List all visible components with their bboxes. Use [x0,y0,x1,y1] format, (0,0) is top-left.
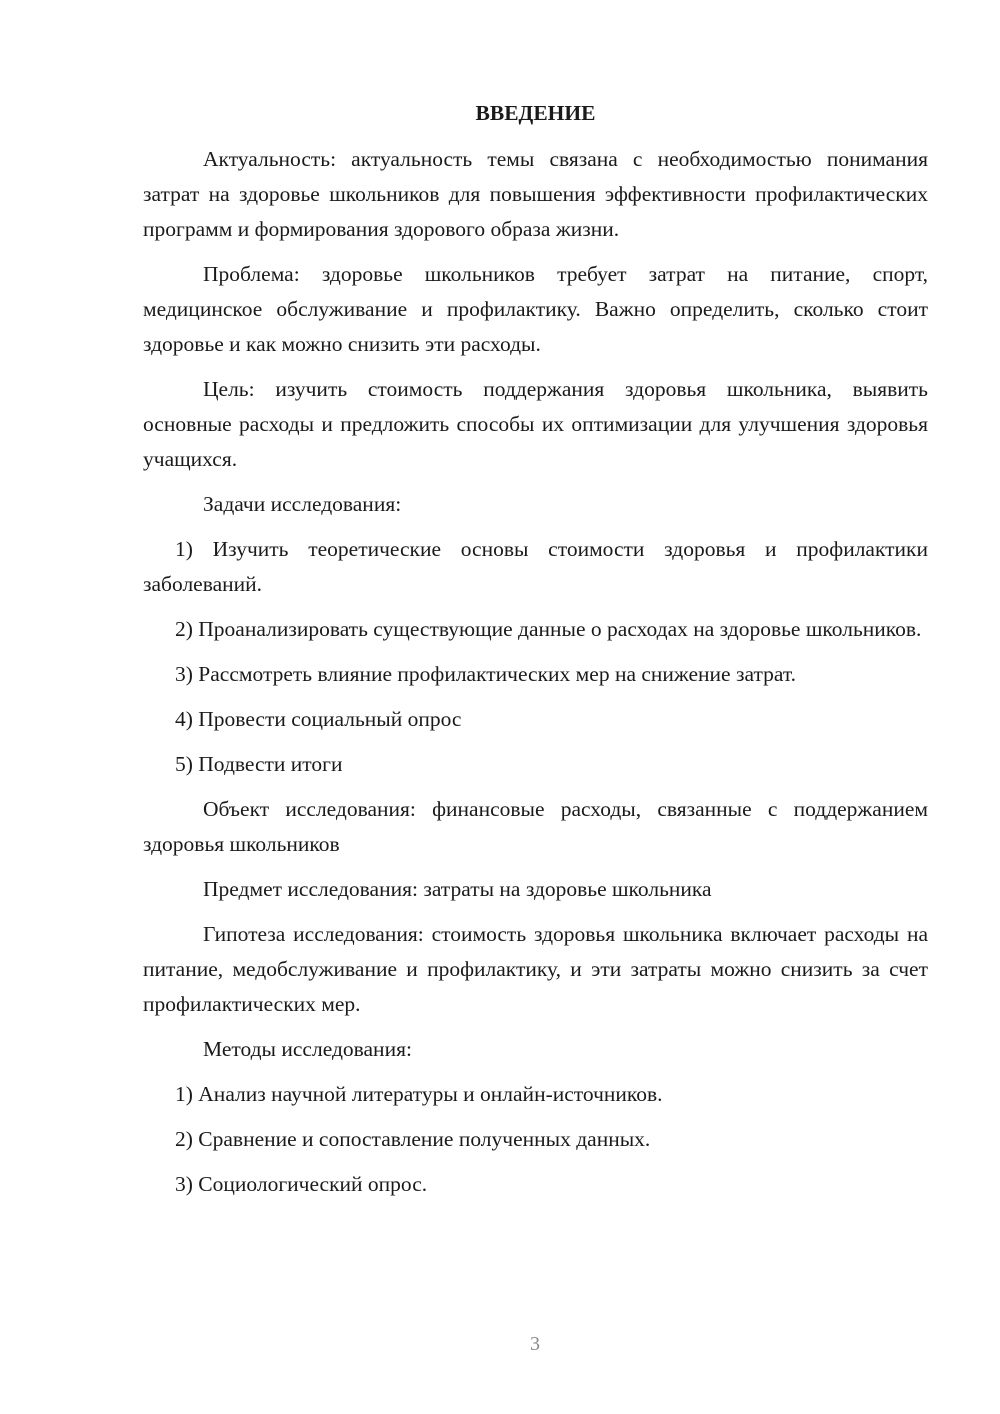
methods-heading: Методы исследования: [203,1037,412,1061]
section-title: ВВЕДЕНИЕ [475,101,596,125]
subject-paragraph: Предмет исследования: затраты на здоровье школьника [203,877,712,901]
task-item: 2) Проанализировать существующие данные о расходах на здоровье школьников. [175,617,922,641]
page-number: 3 [530,1333,540,1355]
method-item: 2) Сравнение и сопоставление полученных данных. [175,1127,651,1151]
task-item: 3) Рассмотреть влияние профилактических мер на снижение затрат. [175,662,797,686]
object-paragraph: Объект исследования: финансовые расходы, связанные с поддержанием здоровья школьников [143,797,928,856]
problem-paragraph: Проблема: здоровье школьников требует затрат на питание, спорт, медицинское обслуживание и профилактику. Важно определить, сколько стоит здоровье и как можно снизить эти расходы. [143,262,928,356]
task-item: 4) Провести социальный опрос [175,707,462,731]
goal-paragraph: Цель: изучить стоимость поддержания здоровья школьника, выявить основные расходы и предложить способы их оптимизации для улучшения здоровья учащихся. [143,377,928,471]
hypothesis-paragraph: Гипотеза исследования: стоимость здоровья школьника включает расходы на питание, медобслуживание и профилактику, и эти затраты можно снизить за счет профилактических мер. [143,922,928,1016]
document-page [143,96,928,1212]
tasks-heading: Задачи исследования: [203,492,402,516]
task-item: 1) Изучить теоретические основы стоимости здоровья и профилактики заболеваний. [143,537,928,596]
task-item: 5) Подвести итоги [175,752,343,776]
method-item: 3) Социологический опрос. [175,1172,428,1196]
method-item: 1) Анализ научной литературы и онлайн-источников. [175,1082,663,1106]
relevance-paragraph: Актуальность: актуальность темы связана с необходимостью понимания затрат на здоровье школьников для повышения эффективности профилактических программ и формирования здорового образа жизни. [143,147,928,241]
